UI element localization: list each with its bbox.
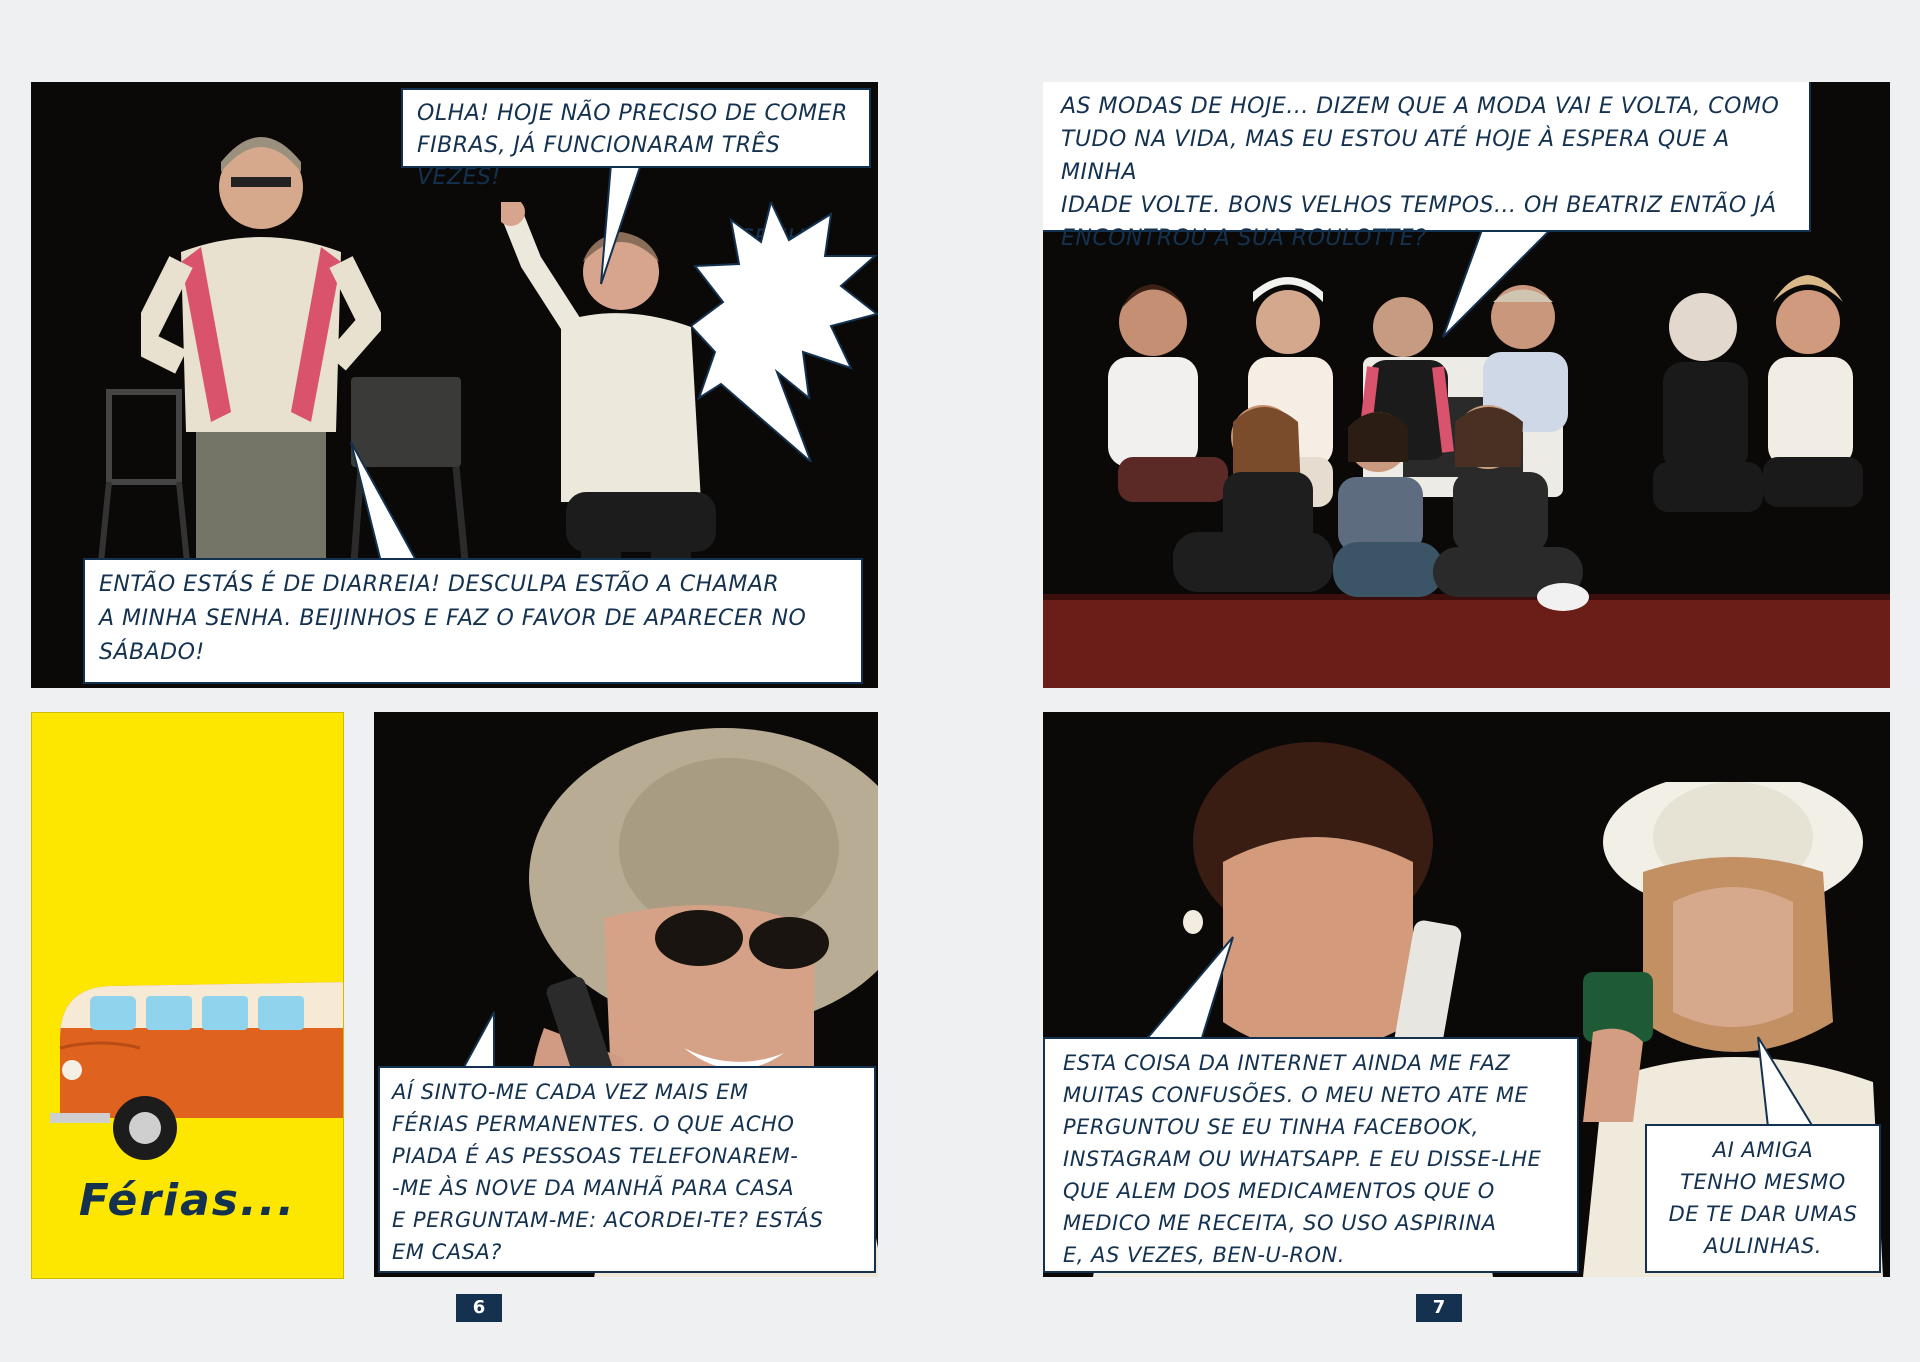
ferias-sidebar (31, 712, 344, 1279)
van-icon (50, 968, 344, 1168)
panel-1-photo (31, 82, 878, 688)
panel-2-photo (1043, 82, 1890, 688)
ticket-burst-shape (691, 202, 878, 462)
speech-bubble-left-bottom: ESTA COISA DA INTERNET AINDA ME FAZ MUITAS CONFUSÕES. O MEU NETO ATE ME PERGUNTOU SE EU TINHA FACEBOOK, INSTAGRAM OU WHATSAPP. E EU DISSE-LHE QUE ALEM DOS MEDICAMENTOS QUE O MEDICO ME RECEITA, SO USO ASPIRINA E, AS VEZES, BEN-U-RON. (1043, 1037, 1579, 1273)
speech-tail-top-right (1443, 227, 1563, 347)
speech-bubble-phone: AÍ SINTO-ME CADA VEZ MAIS EM FÉRIAS PERMANENTES. O QUE ACHO PIADA É AS PESSOAS TELEFONAREM- -ME ÀS NOVE DA MANHÃ PARA CASA E PERGUNTAM-ME: ACORDEI-TE? ESTÁS EM CASA? (378, 1066, 876, 1273)
panel-4-photo (1043, 712, 1890, 1277)
speech-bubble-bottom: ENTÃO ESTÁS É DE DIARREIA! DESCULPA ESTÃO A CHAMAR A MINHA SENHA. BEIJINHOS E FAZ O FAVOR DE APARECER NO SÁBADO! (83, 558, 863, 684)
page-number-right: 7 (1416, 1294, 1462, 1322)
speech-bubble-top: OLHA! HOJE NÃO PRECISO DE COMER FIBRAS, JÁ FUNCIONARAM TRÊS VEZES! (401, 88, 871, 168)
speech-tail-right-bottom (1758, 1037, 1828, 1127)
speech-bubble-right-bottom: AI AMIGA TENHO MESMO DE TE DAR UMAS AULINHAS. (1645, 1124, 1881, 1273)
ferias-title: Férias... (78, 1175, 297, 1226)
speech-tail-top (601, 164, 681, 294)
page-number-left: 6 (456, 1294, 502, 1322)
speech-bubble-top-right: AS MODAS DE HOJE... DIZEM QUE A MODA VAI E VOLTA, COMO TUDO NA VIDA, MAS EU ESTOU ATÉ HOJE À ESPERA QUE A MINHA IDADE VOLTE. BONS VELHOS TEMPOS... OH BEATRIZ ENTÃO JÁ ENCONTROU A SUA ROULOTTE? (1043, 82, 1811, 232)
floor-girls-figures (1133, 382, 1593, 622)
panel-3-photo (374, 712, 878, 1277)
